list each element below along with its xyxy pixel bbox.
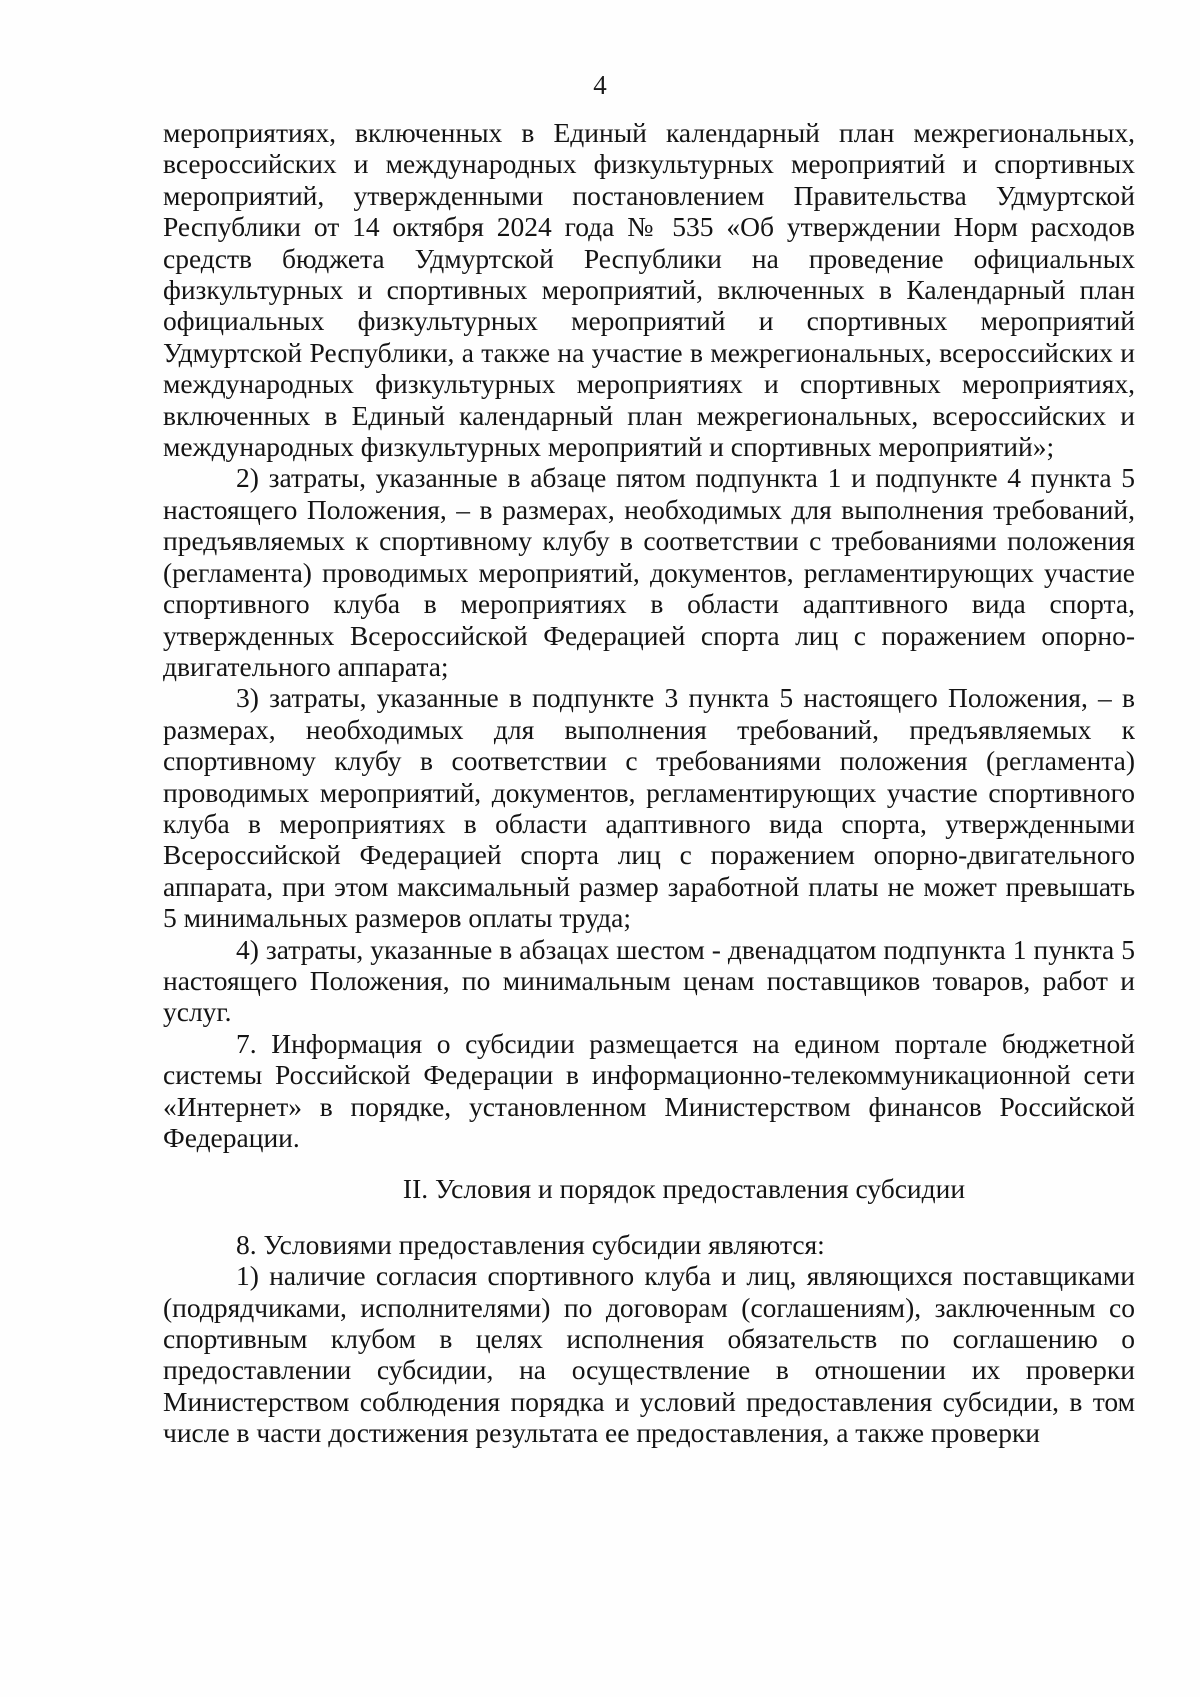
- paragraph-clause-7: 7. Информация о субсидии размещается на едином портале бюджетной системы Российской Федерации в информационно-телекоммуникационной сети «Интернет» в порядке, установленном Министерством финансов Российской Федерации.: [163, 1027, 1135, 1153]
- paragraph-item-3: 3) затраты, указанные в подпункте 3 пункта 5 настоящего Положения, – в размерах, необходимых для выполнения требований, предъявляемых к спортивному клубу в соответствии с требованиями положения (регламента) проводимых мероприятий, документов, регламентирующих участие спортивного клуба в мероприятиях в области адаптивного вида спорта, утвержденными Всероссийской Федерацией спорта лиц с поражением опорно-двигательного аппарата, при этом максимальный размер заработной платы не может превышать 5 минимальных размеров оплаты труда;: [163, 682, 1135, 934]
- paragraph-clause-8: 8. Условиями предоставления субсидии являются:: [236, 1228, 825, 1260]
- document-body: [163, 117, 1135, 1449]
- page-number: 4: [593, 70, 607, 100]
- paragraph-item-1: 1) наличие согласия спортивного клуба и лиц, являющихся поставщиками (подрядчиками, исполнителями) по договорам (соглашениям), заключенным со спортивным клубом в целях исполнения обязательств по соглашению о предоставлении субсидии, на осуществление в отношении их проверки Министерством соблюдения порядка и условий предоставления субсидии, в том числе в части достижения результата ее предоставления, а также проверки: [163, 1260, 1135, 1449]
- section-heading: II. Условия и порядок предоставления субсидии: [402, 1173, 966, 1205]
- paragraph-continuation: мероприятиях, включенных в Единый календарный план межрегиональных, всероссийских и международных физкультурных мероприятий и спортивных мероприятий, утвержденными постановлением Правительства Удмуртской Республики от 14 октября 2024 года № 535 «Об утверждении Норм расходов средств бюджета Удмуртской Республики на проведение официальных физкультурных и спортивных мероприятий, включенных в Календарный план официальных физкультурных мероприятий и спортивных мероприятий Удмуртской Республики, а также на участие в межрегиональных, всероссийских и международных физкультурных мероприятиях и спортивных мероприятиях, включенных в Единый календарный план межрегиональных, всероссийских и международных физкультурных мероприятий и спортивных мероприятий»;: [163, 117, 1135, 463]
- paragraph-item-2: 2) затраты, указанные в абзаце пятом подпункта 1 и подпункте 4 пункта 5 настоящего Положения, – в размерах, необходимых для выполнения требований, предъявляемых к спортивному клубу в соответствии с требованиями положения (регламента) проводимых мероприятий, документов, регламентирующих участие спортивного клуба в мероприятиях в области адаптивного вида спорта, утвержденных Всероссийской Федерацией спорта лиц с поражением опорно-двигательного аппарата;: [163, 462, 1135, 682]
- paragraph-item-4: 4) затраты, указанные в абзацах шестом - двенадцатом подпункта 1 пункта 5 настоящего Положения, по минимальным ценам поставщиков товаров, работ и услуг.: [163, 933, 1135, 1028]
